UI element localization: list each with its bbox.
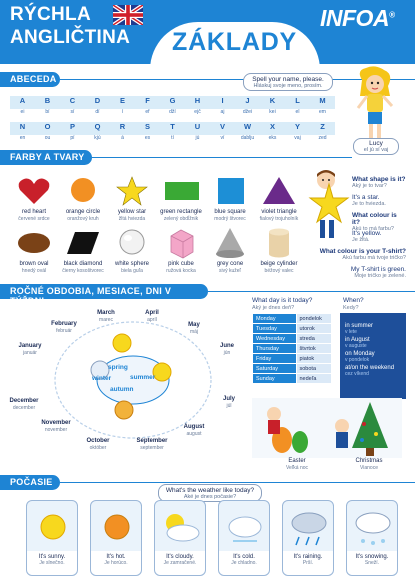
dialog-en: It's yellow.	[352, 230, 382, 237]
lucy-girl-illustration	[350, 66, 400, 146]
lucy-bubble	[353, 138, 399, 155]
colour-label-sk: biela guľa	[121, 268, 143, 274]
alphabet-pronunciation: džei	[242, 109, 253, 115]
shape-black-diamond-icon	[65, 226, 101, 260]
day-sk: pondelok	[296, 314, 332, 324]
holiday-christmas: Christmas	[355, 458, 383, 464]
weather-icon	[155, 503, 207, 556]
shape-violet-triangle-icon	[261, 174, 297, 208]
alphabet-letter: C	[69, 96, 76, 105]
month-sk: október	[89, 445, 107, 451]
dialog-sk: Je to hviezda.	[352, 201, 386, 207]
colour-label: grey cone	[216, 261, 244, 267]
shape-yellow-star-icon	[114, 174, 150, 208]
colour-label: green rectangle	[160, 209, 202, 215]
colour-label: beige cylinder	[260, 261, 298, 267]
weather-sk: Je horúco.	[104, 560, 128, 566]
colour-label: blue square	[214, 209, 246, 215]
when-item-sk: v pondelok	[345, 357, 370, 363]
dialog-en: What colour is your T-shirt?	[319, 248, 406, 255]
alphabet-letter: R	[119, 122, 126, 131]
when-item: at/on the weekend	[345, 365, 395, 371]
table-row	[253, 314, 332, 324]
colour-label: red heart	[21, 209, 46, 215]
month-sk: marec	[99, 317, 113, 323]
weather-en: It's snowing.	[355, 554, 389, 560]
colour-label: brown oval	[19, 261, 49, 267]
colour-label-sk: modrý štvorec	[214, 216, 246, 222]
alphabet-pronunciation: ei	[20, 109, 25, 115]
season-autumn: autumn	[110, 386, 134, 393]
day-en: Thursday	[253, 344, 297, 354]
month-november: November	[41, 420, 71, 426]
dialog-sk: Aký je to tvar?	[352, 183, 387, 189]
weather-card	[218, 500, 270, 576]
month-february: February	[51, 321, 77, 327]
alphabet-pronunciation: ou	[44, 135, 51, 141]
alphabet-pronunciation: sí	[70, 109, 75, 115]
when-item-sk: v auguste	[345, 343, 367, 349]
divider	[60, 482, 415, 483]
alphabet-letter: D	[94, 96, 101, 105]
weather-sk: Sneží.	[364, 560, 380, 566]
day-en: Wednesday	[253, 334, 297, 344]
colour-label-sk: žltá hviezda	[118, 216, 146, 222]
dialog-en: What shape is it?	[352, 176, 406, 183]
month-sk: september	[140, 445, 164, 451]
weather-en: It's cold.	[233, 554, 255, 560]
bubble-en: Spell your name, please.	[252, 76, 324, 83]
month-sk: august	[186, 431, 202, 437]
alphabet-row-2-pron	[10, 135, 335, 148]
table-row	[253, 344, 332, 354]
day-en: Tuesday	[253, 324, 297, 334]
alphabet-pronunciation: jú	[195, 135, 200, 141]
holiday-easter: Easter	[288, 458, 306, 464]
when-item: on Monday	[345, 351, 375, 357]
month-october: October	[86, 438, 110, 444]
subtitle: ZÁKLADY	[172, 28, 298, 56]
alphabet-letter: P	[69, 122, 75, 131]
weather-card	[154, 500, 206, 576]
table-row	[253, 334, 332, 344]
day-sk: sobota	[296, 364, 332, 374]
month-august: August	[183, 424, 205, 430]
star-boy-illustration	[306, 168, 352, 242]
section-title: POČASIE	[10, 477, 53, 487]
alphabet-pronunciation: vaj	[294, 135, 301, 141]
weather-card	[346, 500, 398, 576]
alphabet-letter: K	[269, 96, 276, 105]
when-title: When?	[343, 297, 364, 304]
alphabet-letter: Z	[320, 122, 325, 131]
alphabet-letter: B	[44, 96, 51, 105]
colour-label-sk: ružová kocka	[166, 268, 196, 274]
alphabet-letter: V	[219, 122, 225, 131]
dialog-line	[318, 248, 406, 261]
days-question-sk: Aký je dnes deň?	[252, 305, 295, 311]
alphabet-pronunciation: kei	[269, 109, 276, 115]
alphabet-pronunciation: em	[319, 109, 326, 115]
colour-label-sk: hnedý ovál	[21, 268, 47, 274]
holiday-easter-sk: Veľká noc	[285, 465, 309, 471]
month-april: April	[145, 310, 159, 316]
colour-label-sk: béžový valec	[264, 268, 294, 274]
month-sk: jún	[223, 350, 231, 356]
day-en: Saturday	[253, 364, 297, 374]
weather-card	[282, 500, 334, 576]
weather-caption	[347, 551, 397, 575]
shape-brown-oval-icon	[16, 226, 52, 260]
weather-sk: Je slnečno.	[39, 560, 65, 566]
divider	[208, 291, 415, 292]
alphabet-pronunciation: dí	[95, 109, 100, 115]
colour-label-sk: čierny kosoštvorec	[62, 268, 104, 274]
dialog-sk: Moje tričko je zelené.	[354, 273, 406, 279]
when-panel	[340, 313, 406, 399]
shape-blue-square-icon	[212, 174, 248, 208]
alphabet-pronunciation: bí	[45, 109, 50, 115]
day-en: Monday	[253, 314, 297, 324]
shape-red-heart-icon	[16, 174, 52, 208]
alphabet-pronunciation: ef	[145, 109, 150, 115]
weather-icon	[347, 503, 399, 556]
weather-en: It's sunny.	[38, 554, 66, 560]
day-en: Sunday	[253, 374, 297, 384]
shape-green-rectangle-icon	[163, 174, 199, 208]
alphabet-letter: W	[243, 122, 252, 131]
alphabet-pronunciation: kjú	[94, 135, 101, 141]
section-obdobia	[0, 284, 208, 306]
bubble-sk: Hláskuj svoje meno, prosím.	[253, 83, 323, 89]
days-question	[252, 297, 312, 311]
dialog-line	[352, 230, 406, 243]
month-sk: december	[12, 405, 36, 411]
season-winter: winter	[92, 375, 112, 382]
holiday-christmas-sk: Vianoce	[360, 465, 378, 471]
month-sk: apríl	[147, 317, 157, 323]
season-summer: summer	[130, 374, 156, 381]
weather-en: It's hot.	[106, 554, 126, 560]
alphabet-table	[10, 96, 335, 141]
alphabet-pronunciation: aj	[220, 109, 225, 115]
weather-sk: Je chladno.	[231, 560, 257, 566]
dialog-sk: Akú to má farbu?	[352, 226, 394, 232]
weather-card	[90, 500, 142, 576]
alphabet-pronunciation: el	[295, 109, 300, 115]
alphabet-pronunciation: á	[121, 135, 124, 141]
month-may: May	[188, 322, 200, 328]
title-line-2: ANGLIČTINA	[10, 27, 131, 48]
weather-question-sk: Aké je dnes počasie?	[183, 494, 237, 500]
when-item-sk: v lete	[345, 329, 357, 335]
table-row	[253, 374, 332, 384]
alphabet-pronunciation: ejč	[194, 109, 201, 115]
lucy-name: Lucy	[369, 140, 383, 147]
days-table	[252, 313, 332, 384]
colour-label-sk: oranžový kruh	[67, 216, 99, 222]
month-september: September	[136, 438, 168, 444]
alphabet-pronunciation: es	[144, 135, 151, 141]
section-title: FARBY A TVARY	[10, 152, 85, 162]
alphabet-row-1-letters	[10, 96, 335, 109]
weather-caption	[27, 551, 77, 575]
day-en: Friday	[253, 354, 297, 364]
weather-icon	[283, 503, 335, 556]
day-sk: nedeľa	[296, 374, 332, 384]
weather-sk: Je zamračené.	[163, 560, 197, 566]
lucy-spelling: el jú sí vaj	[363, 147, 389, 153]
day-sk: streda	[296, 334, 332, 344]
shape-grey-cone-icon	[212, 226, 248, 260]
alphabet-row-2-letters	[10, 122, 335, 135]
season-spring: spring	[108, 364, 128, 371]
section-farby	[0, 150, 92, 165]
weather-icon	[91, 503, 143, 556]
when-item: in summer	[345, 323, 374, 329]
alphabet-letter: O	[44, 122, 51, 131]
month-july: July	[222, 396, 235, 402]
brand-logo	[320, 5, 394, 32]
title-line-1: RÝCHLA	[10, 4, 91, 25]
weather-caption	[91, 551, 141, 575]
spell-bubble	[243, 73, 333, 91]
colour-label: black diamond	[63, 261, 103, 267]
alphabet-letter: H	[194, 96, 201, 105]
when-item: in August	[345, 337, 370, 343]
alphabet-letter: E	[119, 96, 125, 105]
shape-white-sphere-icon	[114, 226, 150, 260]
month-sk: máj	[189, 329, 199, 335]
when-item-sk: cez víkend	[345, 371, 369, 377]
alphabet-pronunciation: í	[121, 109, 124, 115]
table-row	[253, 354, 332, 364]
alphabet-pronunciation: ví	[220, 135, 225, 141]
month-sk: júl	[226, 403, 232, 409]
alphabet-pronunciation: pí	[70, 135, 75, 141]
brand-name: INFOA	[320, 5, 390, 31]
dialog-line	[352, 212, 406, 232]
month-june: June	[219, 343, 234, 349]
colour-label: orange circle	[65, 209, 101, 215]
month-sk: február	[56, 328, 72, 334]
weather-caption	[283, 551, 333, 575]
colour-label: yellow star	[117, 209, 147, 215]
dialog-en: What colour is it?	[352, 212, 397, 226]
day-sk: piatok	[296, 354, 332, 364]
alphabet-letter: J	[245, 96, 250, 105]
day-sk: štvrtok	[296, 344, 332, 354]
alphabet-letter: A	[19, 96, 26, 105]
weather-en: It's raining.	[293, 554, 323, 560]
month-sk: november	[44, 427, 68, 433]
table-row	[253, 324, 332, 334]
weather-en: It's cloudy.	[166, 554, 194, 560]
colour-label-sk: červené srdce	[18, 216, 50, 222]
alphabet-letter: Q	[94, 122, 101, 131]
colour-label: pink cube	[168, 261, 194, 267]
colour-label-sk: zelený obdĺžnik	[163, 216, 199, 222]
divider	[92, 157, 352, 158]
alphabet-pronunciation: eks	[268, 135, 277, 141]
weather-caption	[219, 551, 269, 575]
alphabet-letter: F	[145, 96, 150, 105]
dialog-sk: Akú farbu má tvoje tričko?	[342, 255, 406, 261]
section-title: ROČNÉ OBDOBIA, MESIACE, DNI V TÝŽDNI	[10, 286, 172, 306]
alphabet-letter: L	[295, 96, 300, 105]
alphabet-letter: I	[221, 96, 224, 105]
month-sk: január	[23, 350, 37, 356]
month-march: March	[97, 310, 115, 316]
weather-icon	[27, 503, 79, 556]
month-december: December	[9, 398, 39, 404]
uk-flag-icon	[113, 5, 143, 25]
shape-orange-circle-icon	[65, 174, 101, 208]
table-row	[253, 364, 332, 374]
alphabet-pronunciation: en	[19, 135, 26, 141]
when-title-sk: Kedy?	[343, 305, 359, 311]
day-sk: utorok	[296, 324, 332, 334]
alphabet-letter: T	[170, 122, 175, 131]
alphabet-letter: Y	[294, 122, 300, 131]
alphabet-pronunciation: dží	[169, 109, 176, 115]
shape-beige-cylinder-icon	[261, 226, 297, 260]
section-title: ABECEDA	[10, 74, 57, 84]
month-january: January	[18, 343, 42, 349]
registered-mark: ®	[389, 10, 395, 20]
alphabet-pronunciation: dablju	[240, 135, 255, 141]
weather-caption	[155, 551, 205, 575]
colour-label: white sphere	[114, 261, 150, 267]
alphabet-letter: N	[19, 122, 26, 131]
alphabet-row-1-pron	[10, 109, 335, 122]
colour-label-sk: sivý kužeľ	[218, 268, 242, 274]
section-pocasie	[0, 475, 60, 490]
alphabet-letter: M	[319, 96, 326, 105]
weather-question-en: What's the weather like today?	[165, 487, 255, 494]
dialog-line	[318, 266, 406, 279]
colour-label-sk: fialový trojuholník	[259, 216, 299, 222]
days-question-en: What day is it today?	[252, 297, 313, 304]
alphabet-pronunciation: tí	[171, 135, 174, 141]
weather-icon	[219, 503, 271, 556]
weather-card	[26, 500, 78, 576]
alphabet-letter: U	[194, 122, 201, 131]
alphabet-letter: X	[269, 122, 275, 131]
dialog-en: My T-shirt is green.	[350, 266, 406, 273]
alphabet-pronunciation: zed	[318, 135, 327, 141]
weather-sk: Prší.	[302, 560, 314, 566]
section-abeceda	[0, 72, 60, 87]
holidays-illustration	[252, 398, 402, 458]
colour-label: violet triangle	[261, 209, 297, 215]
dialog-line	[352, 176, 406, 189]
alphabet-letter: S	[144, 122, 150, 131]
dialog-en: It's a star.	[352, 194, 380, 201]
when-heading	[343, 297, 364, 311]
dialog-sk: Je žltá.	[352, 237, 370, 243]
alphabet-letter: G	[169, 96, 176, 105]
dialog-line	[352, 194, 406, 207]
shape-pink-cube-icon	[163, 226, 199, 260]
